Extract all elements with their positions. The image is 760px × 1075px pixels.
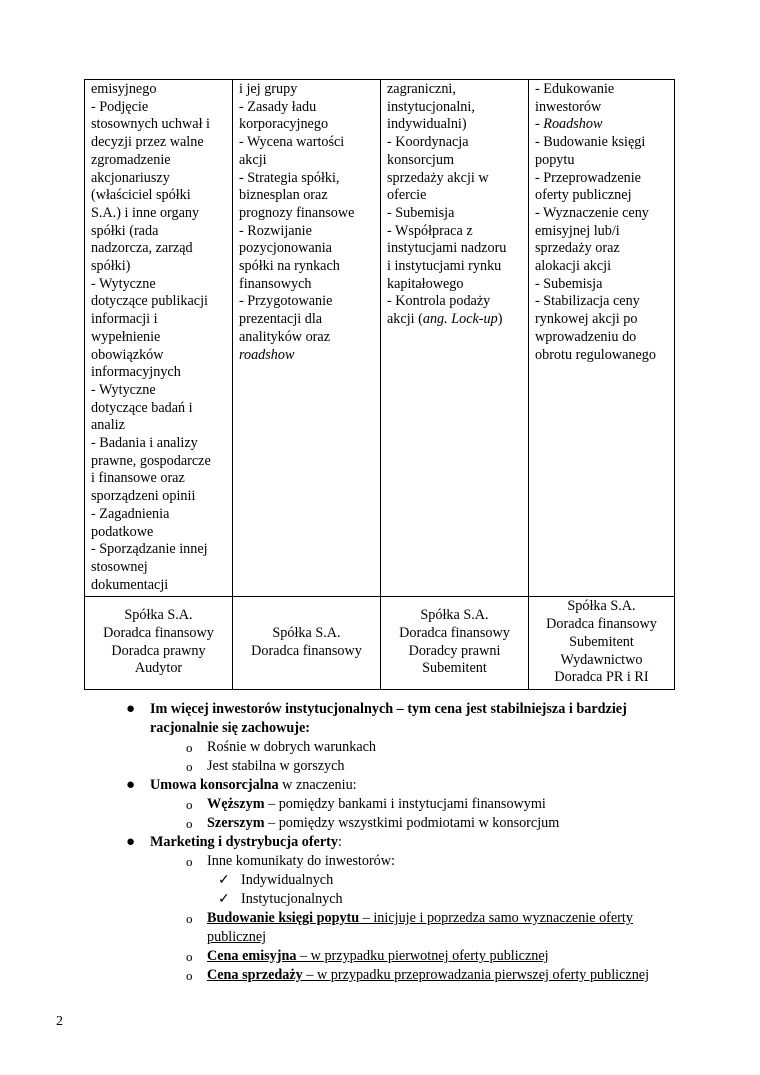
cell-line: wypełnienie [91,328,161,345]
cell-line: - Wytyczne [91,275,156,292]
cell-line: Doradca prawny [111,642,206,659]
note-term: Umowa konsorcjalna [150,777,279,793]
cell-line: Audytor [134,660,183,677]
list-item [0,833,760,852]
note-text: publicznej [207,929,267,945]
note-term: Cena sprzedaży [207,967,303,983]
cell-line: i finansowe oraz [91,470,185,487]
cell-line: oferty publicznej [535,187,632,204]
note-text: Indywidualnych [241,872,334,888]
list-item [0,795,760,814]
cell-line: akcji [239,151,267,168]
cell-line: - Zasady ładu [239,98,317,115]
note-text: Im więcej inwestorów instytucjonalnych – tym cena jest stabilniejsza i bardziej [150,701,627,717]
cell-line: Spółka S.A. [272,624,341,641]
note-term: Węższym [207,796,265,812]
cell-line: sporządzeni opinii [91,488,196,505]
parties-cell-col3 [381,597,529,690]
parties-cell-col2 [233,597,381,690]
cell-line: Subemitent [422,660,487,677]
cell-line: - Kontrola podaży [387,293,491,310]
note-text: Jest stabilna w gorszych [207,758,345,774]
cell-line: emisyjnego [91,81,157,97]
cell-line [535,116,668,134]
cell-line: i jej grupy [239,81,298,97]
cell-text-italic: Roadshow [543,116,603,133]
filled-circle-bullet-icon: ● [126,834,136,850]
cell-line: prawne, gospodarcze [91,452,211,469]
cell-line: instytucjonalni, [387,98,475,115]
cell-line: - Stabilizacja ceny [535,293,640,310]
cell-line: prezentacji dla [239,311,323,328]
cell-line: Spółka S.A. [567,598,636,615]
hollow-circle-bullet-icon: o [186,968,193,983]
cell-line: analiz [91,417,125,434]
cell-line: - Podjęcie [91,98,149,115]
parties-cell-col1 [85,597,233,690]
cell-line: konsorcjum [387,151,454,168]
list-item [0,738,760,757]
cell-line: prognozy finansowe [239,204,355,221]
hollow-circle-bullet-icon: o [186,759,193,774]
cell-line: popytu [535,151,575,168]
cell-line: informacyjnych [91,364,181,381]
cell-line: kapitałowego [387,275,464,292]
cell-line: S.A.) i inne organy [91,204,200,221]
check-mark-icon: ✓ [218,891,230,907]
note-text: Rośnie w dobrych warunkach [207,739,377,755]
list-item [0,871,760,890]
cell-line: sprzedaży oraz [535,240,620,257]
cell-line: Doradca finansowy [546,616,657,633]
cell-line: - Edukowanie [535,81,615,97]
list-item [0,852,760,871]
list-item [0,700,760,738]
cell-line: - Subemisja [387,204,455,221]
cell-text: akcji ( [387,311,423,328]
cell-line: stosownych uchwał i [91,116,211,133]
hollow-circle-bullet-icon: o [186,949,193,964]
list-item [0,947,760,966]
list-item [0,814,760,833]
cell-line: nadzorcza, zarząd [91,240,193,257]
note-text: – w przypadku pierwotnej oferty publicznej [296,948,549,964]
hollow-circle-bullet-icon: o [186,854,193,869]
filled-circle-bullet-icon: ● [126,701,136,717]
cell-line: - Przeprowadzenie [535,169,641,186]
list-item [0,776,760,795]
note-text: racjonalnie się zachowuje: [150,720,310,736]
cell-line: dokumentacji [91,576,169,593]
cell-line: - Rozwijanie [239,222,312,239]
cell-line: wprowadzeniu do [535,328,637,345]
cell-line: akcjonariuszy [91,169,170,186]
cell-line: indywidualni) [387,116,467,133]
cell-line: - Badania i analizy [91,435,198,452]
cell-line: - Budowanie księgi [535,134,646,151]
note-text: – pomiędzy bankami i instytucjami finansowymi [264,796,546,812]
note-text: – pomiędzy wszystkimi podmiotami w konsorcjum [264,815,560,831]
cell-line: korporacyjnego [239,116,329,133]
filled-circle-bullet-icon: ● [126,777,136,793]
hollow-circle-bullet-icon: o [186,911,193,926]
cell-line: spółki) [91,258,131,275]
cell-line: biznesplan oraz [239,187,328,204]
table-cell-col1 [85,80,233,597]
cell-line: instytucjami nadzoru [387,240,507,257]
cell-line: inwestorów [535,98,602,115]
cell-line: spółki na rynkach [239,258,340,275]
list-item [0,757,760,776]
cell-line: Wydawnictwo [560,651,643,668]
cell-line: Doradca finansowy [251,642,362,659]
table-cell-col4 [529,80,675,597]
cell-text-italic: ang. Lock-up [422,311,498,328]
hollow-circle-bullet-icon: o [186,740,193,755]
cell-line: stosownej [91,558,148,575]
cell-line: - Zagadnienia [91,505,170,522]
check-mark-icon: ✓ [218,872,230,888]
cell-line: ofercie [387,187,427,204]
cell-line: pozycjonowania [239,240,332,257]
table-cell-col2 [233,80,381,597]
cell-line: i instytucjami rynku [387,258,502,275]
list-item [0,909,760,947]
cell-line: Doradca PR i RI [554,669,649,686]
cell-line: - Subemisja [535,275,603,292]
cell-line: Doradcy prawni [408,642,501,659]
cell-line: rynkowej akcji po [535,311,638,328]
table-row [85,80,675,597]
cell-line: spółki (rada [91,222,159,239]
cell-line [387,311,522,329]
cell-text: - [535,116,544,133]
note-text: – w przypadku przeprowadzania pierwszej oferty publicznej [302,967,650,983]
cell-line: obowiązków [91,346,164,363]
cell-line: analityków oraz [239,328,330,345]
note-text: Inne komunikaty do inwestorów: [207,853,395,869]
note-term: Budowanie księgi popytu [207,910,360,926]
cell-line: dotyczące badań i [91,399,193,416]
cell-line: zgromadzenie [91,151,171,168]
cell-line: dotyczące publikacji [91,293,208,310]
cell-line: Spółka S.A. [124,607,193,624]
cell-line: finansowych [239,275,312,292]
cell-line: decyzji przez walne [91,134,204,151]
cell-line: alokacji akcji [535,258,612,275]
cell-line: sprzedaży akcji w [387,169,489,186]
note-term: Szerszym [207,815,265,831]
note-term: Marketing i dystrybucja oferty [150,834,338,850]
cell-line: - Wycena wartości [239,134,345,151]
list-item [0,890,760,909]
cell-line: - Wytyczne [91,381,156,398]
parties-cell-col4 [529,597,675,690]
responsibilities-table [84,79,675,690]
notes-list [0,700,760,985]
cell-line: obrotu regulowanego [535,346,656,363]
hollow-circle-bullet-icon: o [186,816,193,831]
cell-line: informacji i [91,311,158,328]
cell-line: Doradca finansowy [399,624,510,641]
cell-line: zagraniczni, [387,81,456,97]
cell-line: - Wyznaczenie ceny [535,204,649,221]
cell-line: - Strategia spółki, [239,169,340,186]
note-term: Cena emisyjna [207,948,297,964]
cell-line: emisyjnej lub/i [535,222,620,239]
cell-line: - Sporządzanie innej [91,541,208,558]
cell-line: Subemitent [569,633,634,650]
cell-line: - Współpraca z [387,222,473,239]
cell-line: roadshow [239,346,295,363]
cell-line: (właściciel spółki [91,187,191,204]
note-text: Instytucjonalnych [241,891,343,907]
cell-text: ) [497,311,503,328]
note-text: : [337,834,342,850]
hollow-circle-bullet-icon: o [186,797,193,812]
page-number: 2 [56,1014,63,1029]
cell-line: Spółka S.A. [420,607,489,624]
note-text: – inicjuje i poprzedza samo wyznaczenie oferty [359,910,633,926]
cell-line: Doradca finansowy [103,624,214,641]
cell-line: - Koordynacja [387,134,469,151]
table-row-parties [85,597,675,690]
table-cell-col3 [381,80,529,597]
cell-line: podatkowe [91,523,154,540]
note-text: w znaczeniu: [278,777,357,793]
cell-line: - Przygotowanie [239,293,333,310]
list-item [0,966,760,985]
